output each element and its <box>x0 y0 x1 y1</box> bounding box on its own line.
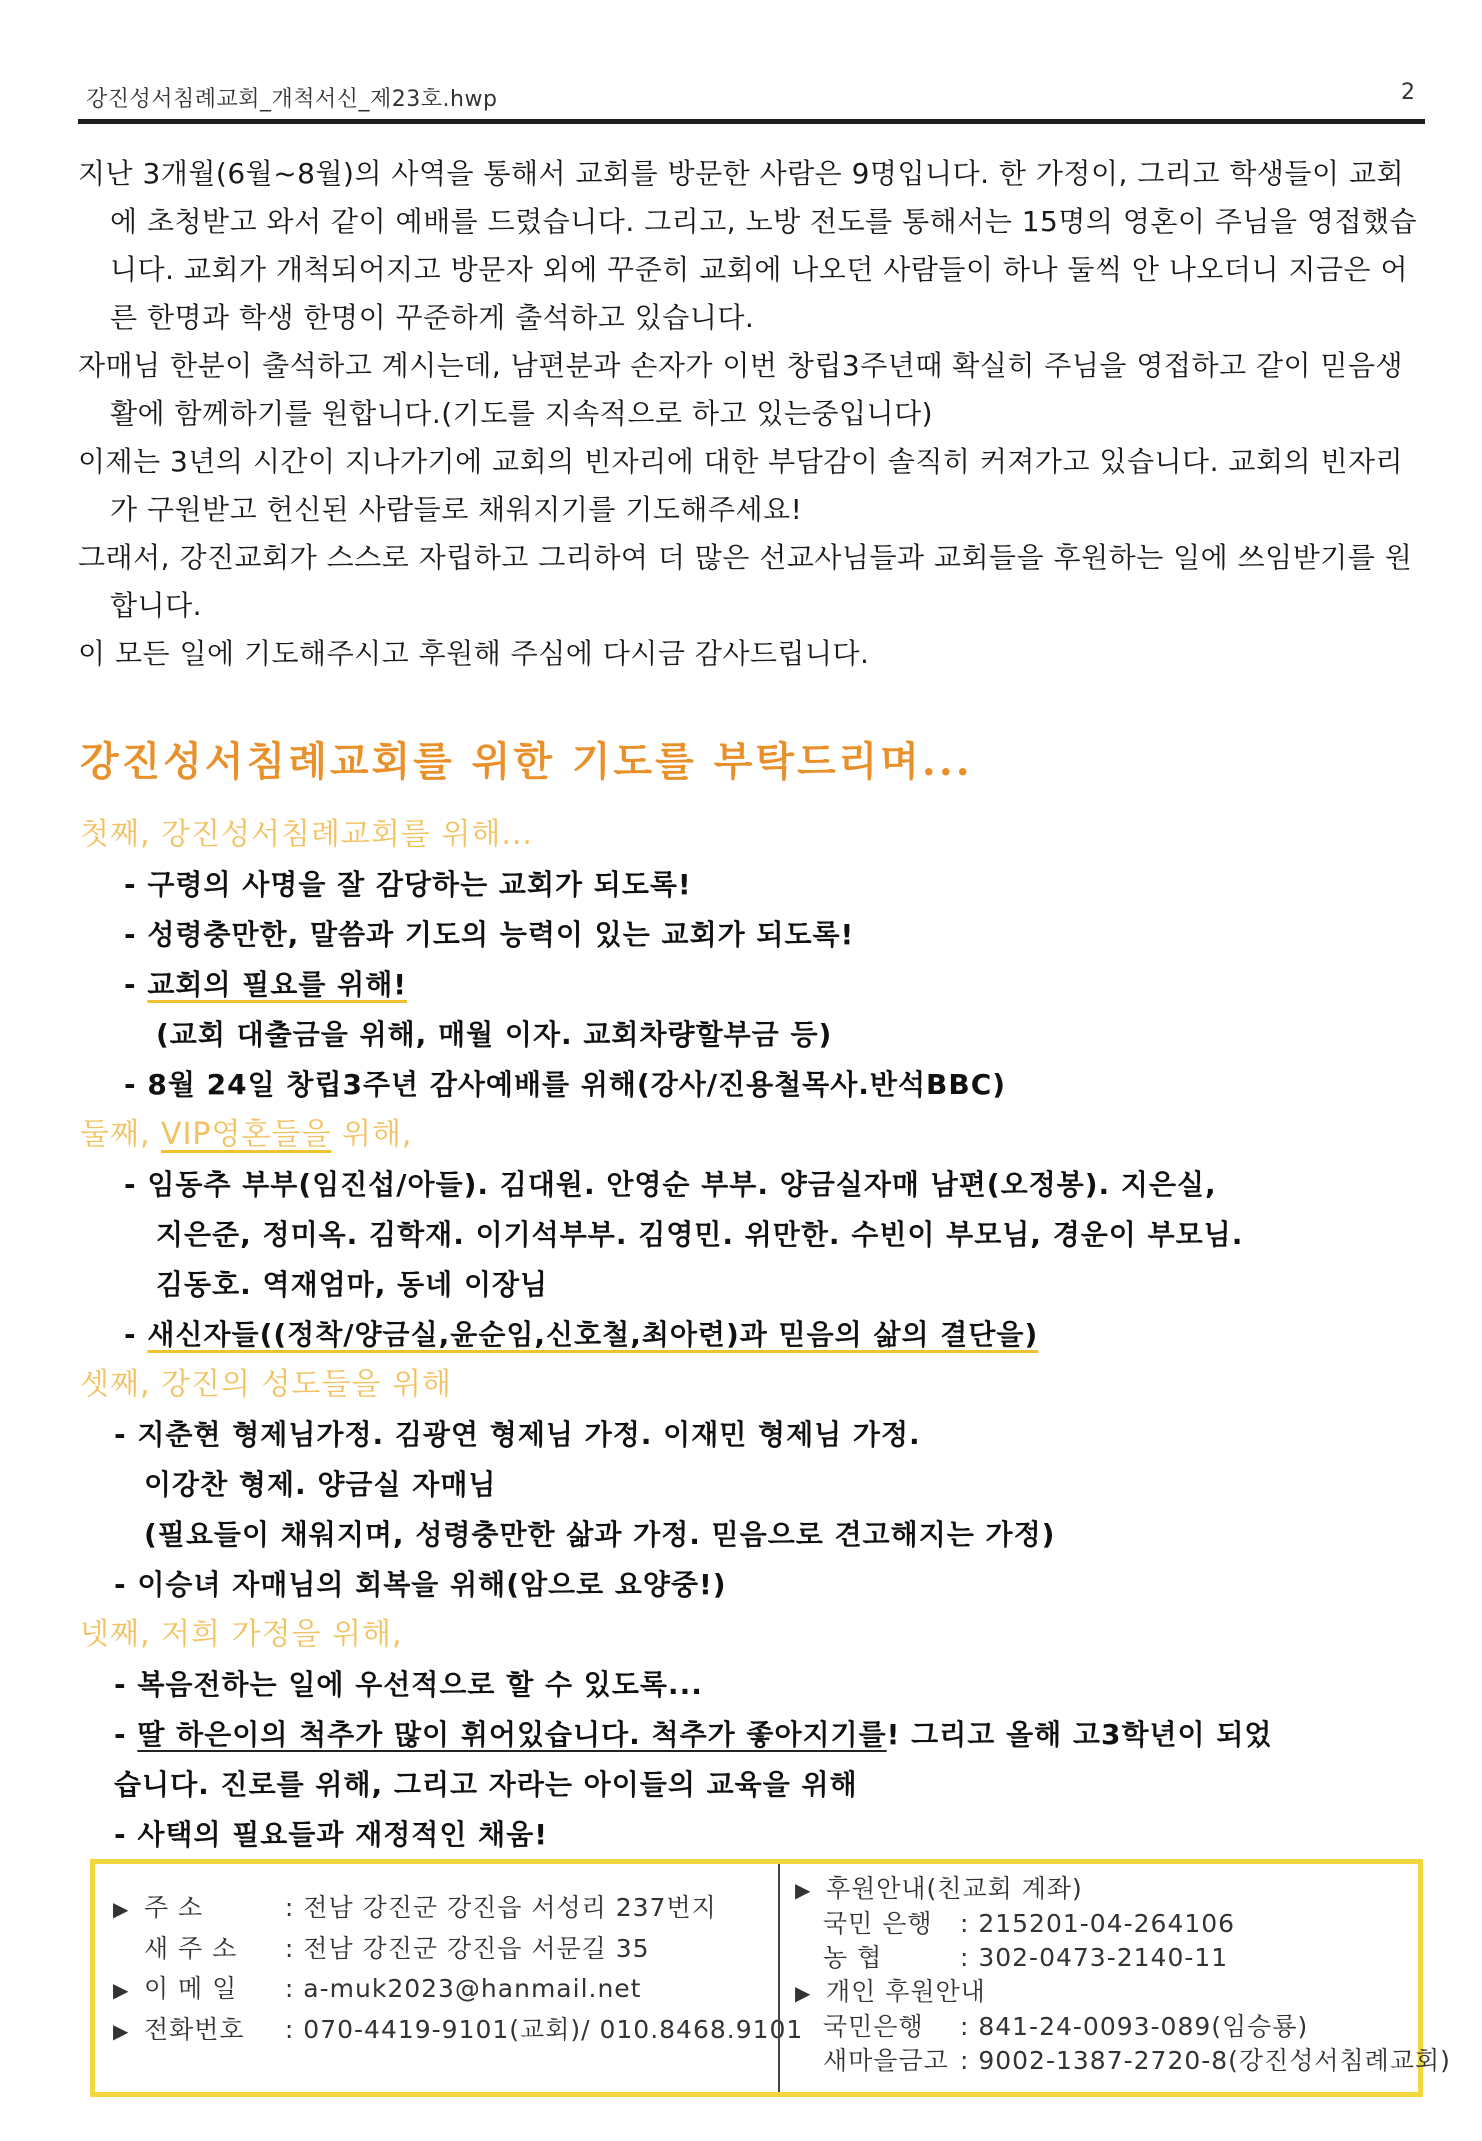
prayer-item: - 사택의 필요들과 재정적인 채움! <box>114 1818 549 1851</box>
contact-right-column <box>795 1872 1451 2078</box>
email-row <box>113 1969 803 2010</box>
address-value: 전남 강진군 강진읍 서성리 237번지 <box>303 1893 717 1922</box>
intro-paragraph: 이 모든 일에 기도해주시고 후원해 주심에 다시금 감사드립니다. <box>78 637 870 670</box>
intro-paragraph: 그래서, 강진교회가 스스로 자립하고 그리하여 더 많은 선교사님들과 교회들을 후원하는 일에 쓰임받기를 원합니다. <box>78 541 1413 622</box>
prayer-item: - 임동추 부부(임진섭/아들). 김대원. 안영순 부부. 양금실자매 남편(오정봉). 지은실, <box>124 1168 1217 1201</box>
bank-row <box>795 1941 1451 1975</box>
email-value: a-muk2023@hanmail.net <box>303 1974 642 2003</box>
triangle-bullet-icon: ▶ <box>113 1978 130 2002</box>
bank-account: 302-0473-2140-11 <box>978 1943 1229 1972</box>
new-address-label: 새 주 소 <box>143 1934 238 1963</box>
phone-value: 070-4419-9101(교회)/ 010.8468.9101 <box>303 2015 804 2044</box>
prayer-item: - 성령충만한, 말씀과 기도의 능력이 있는 교회가 되도록! <box>124 918 855 951</box>
prayer-title: 강진성서침례교회를 위한 기도를 부탁드리며... <box>80 738 973 785</box>
contact-info-box <box>90 1859 1451 2097</box>
page-number: 2 <box>1401 80 1415 105</box>
address-label: 주 소 <box>143 1893 204 1922</box>
underlined-text: 교회의 필요를 위해! <box>147 968 408 1001</box>
underlined-text: 새신자들((정착/양금실,윤순임,신호철,최아련)과 믿음의 삶의 결단을) <box>147 1318 1039 1351</box>
prayer-sub-item: (필요들이 채워지며, 성령충만한 삶과 가정. 믿음으로 견고해지는 가정) <box>144 1518 1056 1551</box>
triangle-bullet-icon: ▶ <box>795 1878 812 1902</box>
triangle-bullet-icon: ▶ <box>113 1897 130 1921</box>
intro-paragraph: 지난 3개월(6월~8월)의 사역을 통해서 교회를 방문한 사람은 9명입니다. 한 가정이, 그리고 학생들이 교회에 초청받고 와서 같이 예배를 드렸습니다. 그리고, 노방 전도를 통해서는 15명의 영혼이 주님을 영접했습니다. 교회가 개척되어지고 방문자 외에 꾸준히 교회에 나오던 사람들이 하나 둘씩 안 나오더니 지금은 어른 한명과 학생 한명이 꾸준하게 출석하고 있습니다. <box>78 157 1418 334</box>
colon: : <box>284 1974 295 2003</box>
prayer-section-1 <box>80 810 1440 1110</box>
text-part: ! 그리고 올해 고3학년이 되었 <box>886 1718 1273 1751</box>
heading-underlined: VIP영혼들을 <box>161 1117 332 1152</box>
new-address-row <box>113 1929 803 1969</box>
prayer-item <box>80 960 1440 1010</box>
colon: : <box>959 2012 970 2041</box>
dash: - <box>124 1318 148 1351</box>
colon: : <box>959 1909 970 1938</box>
new-address-value: 전남 강진군 강진읍 서문길 35 <box>303 1934 650 1963</box>
prayer-item <box>80 1710 1440 1760</box>
phone-row <box>113 2010 803 2051</box>
bank-row <box>795 2044 1451 2078</box>
prayer-sub-item: 습니다. 진로를 위해, 그리고 자라는 아이들의 교육을 위해 <box>114 1768 858 1801</box>
support-title: 후원안내(친교회 계좌) <box>825 1874 1083 1903</box>
phone-label: 전화번호 <box>143 2015 245 2044</box>
personal-support-title: 개인 후원안내 <box>825 1977 986 2006</box>
triangle-bullet-icon: ▶ <box>795 1981 812 2005</box>
bank-label: 새마을금고 <box>823 2046 949 2075</box>
triangle-bullet-icon: ▶ <box>113 2019 130 2043</box>
file-name: 강진성서침례교회_개척서신_제23호.hwp <box>86 87 498 112</box>
bank-account: 841-24-0093-089(임승룡) <box>978 2012 1309 2041</box>
underlined-text: 딸 하은이의 척추가 많이 휘어있습니다. 척추가 좋아지기를 <box>137 1718 887 1751</box>
prayer-item: - 8월 24일 창립3주년 감사예배를 위해(강사/진용철목사.반석BBC) <box>124 1068 1007 1101</box>
support-title-row <box>795 1872 1451 1907</box>
bank-account: 9002-1387-2720-8(강진성서침례교회) <box>978 2046 1451 2075</box>
section-heading: 셋째, 강진의 성도들을 위해 <box>80 1367 452 1402</box>
prayer-item <box>80 1310 1440 1360</box>
prayer-item: - 지춘현 형제님가정. 김광연 형제님 가정. 이재민 형제님 가정. <box>114 1418 921 1451</box>
address-row <box>113 1888 803 1929</box>
dash: - <box>114 1718 138 1751</box>
section-heading <box>80 1110 1440 1160</box>
prayer-sub-item: 김동호. 역재엄마, 동네 이장님 <box>156 1268 549 1301</box>
document-header <box>78 80 1425 124</box>
contact-left-column <box>113 1888 803 2051</box>
column-divider <box>778 1864 780 2092</box>
colon: : <box>959 1943 970 1972</box>
colon: : <box>284 1934 295 1963</box>
prayer-item: - 이승녀 자매님의 회복을 위해(암으로 요양중!) <box>114 1568 727 1601</box>
heading-part: 위해, <box>331 1117 413 1152</box>
heading-part: 둘째, <box>80 1117 162 1152</box>
section-heading: 넷째, 저희 가정을 위해, <box>80 1617 403 1652</box>
prayer-section-2 <box>80 1110 1440 1360</box>
bank-row <box>795 1907 1451 1941</box>
intro-paragraph: 이제는 3년의 시간이 지나가기에 교회의 빈자리에 대한 부담감이 솔직히 커져가고 있습니다. 교회의 빈자리가 구원받고 헌신된 사람들로 채워지기를 기도해주세요! <box>78 445 1404 526</box>
bank-account: 215201-04-264106 <box>978 1909 1236 1938</box>
prayer-sub-item: 이강찬 형제. 양금실 자매님 <box>144 1468 497 1501</box>
prayer-item: - 구령의 사명을 잘 감당하는 교회가 되도록! <box>124 868 692 901</box>
prayer-sub-item: (교회 대출금을 위해, 매월 이자. 교회차량할부금 등) <box>156 1018 833 1051</box>
personal-title-row <box>795 1975 1451 2010</box>
colon: : <box>284 1893 295 1922</box>
prayer-item: - 복음전하는 일에 우선적으로 할 수 있도록... <box>114 1668 703 1701</box>
dash: - <box>124 968 148 1001</box>
intro-paragraph: 자매님 한분이 출석하고 계시는데, 남편분과 손자가 이번 창립3주년때 확실히 주님을 영접하고 같이 믿음생활에 함께하기를 원합니다.(기도를 지속적으로 하고 있는중입니다) <box>78 349 1404 430</box>
bank-label: 국민 은행 <box>823 1909 933 1938</box>
colon: : <box>959 2046 970 2075</box>
intro-text <box>78 150 1423 678</box>
email-label: 이 메 일 <box>143 1974 238 2003</box>
prayer-section-3 <box>80 1360 1440 1610</box>
bank-row <box>795 2010 1451 2044</box>
prayer-sub-item: 지은준, 정미옥. 김학재. 이기석부부. 김영민. 위만한. 수빈이 부모님, 경운이 부모님. <box>156 1218 1244 1251</box>
section-heading: 첫째, 강진성서침례교회를 위해... <box>80 817 533 852</box>
colon: : <box>284 2015 295 2044</box>
bank-label: 국민은행 <box>823 2012 924 2041</box>
prayer-section-4 <box>80 1610 1440 1860</box>
bank-label: 농 협 <box>823 1943 883 1972</box>
